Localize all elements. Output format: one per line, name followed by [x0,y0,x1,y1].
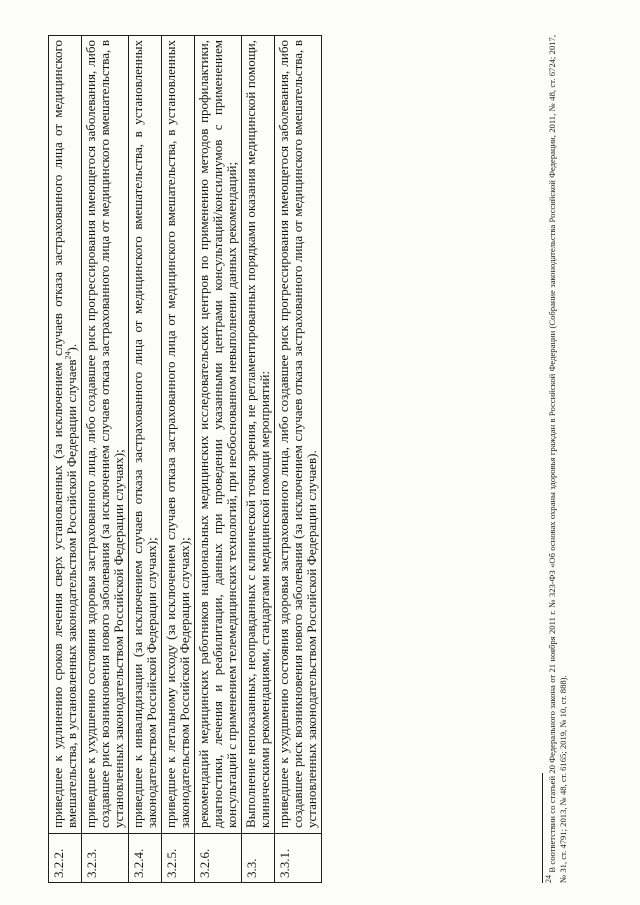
row-text-body: приведшее к ухудшению состояния здоровья застрахованного лица, либо создавшее риск прогрессирования имеющегося заболевания, либо создавшее риск возникновения нового заболевания (за исключением случаев отказа застрахованного лица от медицинского вмешательства, в установленных законодательством Российской Федерации случаях); [83,40,126,828]
footnote-reference: 24 [63,351,73,360]
row-text [129,36,162,834]
row-text-body: приведшее к инвалидизации (за исключением случаев отказа застрахованного лица от медицинского вмешательства, в установленных законодательством Российской Федерации случаях); [130,40,159,828]
table-row [162,36,195,883]
footnote-text: В соответствии со статьей 20 Федерального закона от 21 ноября 2011 г. № 323-ФЗ «Об основах охраны здоровья граждан в Российской Федерации (Собрание законодательства Российской Федерации, 2011, № 48, ст. 6724; 2017, № 31, ст. 4791; 2013, № 48, ст. 6165; 2019, № 10, ст. 888). [547,35,568,883]
table-row [49,36,82,883]
table-row [195,36,242,883]
row-number: 3.2.2. [49,834,82,883]
row-text-body: Выполнение непоказанных, неоправданных с клинической точки зрения, не регламентированных порядками оказания медицинской помощи, клиническими рекомендациями, стандартами медицинской помощи мероприятий: [243,40,272,828]
row-number: 3.3. [242,834,275,883]
row-number: 3.2.4. [129,834,162,883]
table-row [129,36,162,883]
criteria-table [48,35,322,883]
row-text [275,36,322,834]
table-row [275,36,322,883]
row-text-body: приведшее к ухудшению состояния здоровья застрахованного лица, либо создавшее риск прогрессирования имеющегося заболевания, либо создавшее риск возникновения нового заболевания (за исключением случаев отказа застрахованного лица от медицинского вмешательства, в установленных законодательством Российской Федерации случаев). [276,40,319,828]
footnote-mark: 24 [544,875,554,883]
row-text-body: приведшее к удлинению сроков лечения сверх установленных (за исключением случаев отказа застрахованного лица от медицинского вмешательства, в установленных законодательством Российской Федерации случаев [50,40,79,828]
row-text [162,36,195,834]
row-text [49,36,82,834]
row-text-body: рекомендаций медицинских работников национальных медицинских исследовательских центров по применению методов профилактики, диагностики, лечения и реабилитации, данных при проведении указанными центрами консультаций/консилиумов с применением консультаций с применением телемедицинских технологий, при необоснованном невыполнении данных рекомендаций; [196,40,239,828]
row-number: 3.2.5. [162,834,195,883]
footnote [544,35,568,883]
row-text-tail: ). [64,343,79,352]
row-text [82,36,129,834]
row-number: 3.3.1. [275,834,322,883]
row-number: 3.2.6. [195,834,242,883]
row-text [242,36,275,834]
row-number: 3.2.3. [82,834,129,883]
row-text [195,36,242,834]
table-row [82,36,129,883]
table-row [242,36,275,883]
row-text-body: приведшее к летальному исходу (за исключением случаев отказа застрахованного лица от медицинского вмешательства, в установленных законодательством Российской Федерации случаях); [163,40,192,828]
footnote-divider [542,773,543,883]
